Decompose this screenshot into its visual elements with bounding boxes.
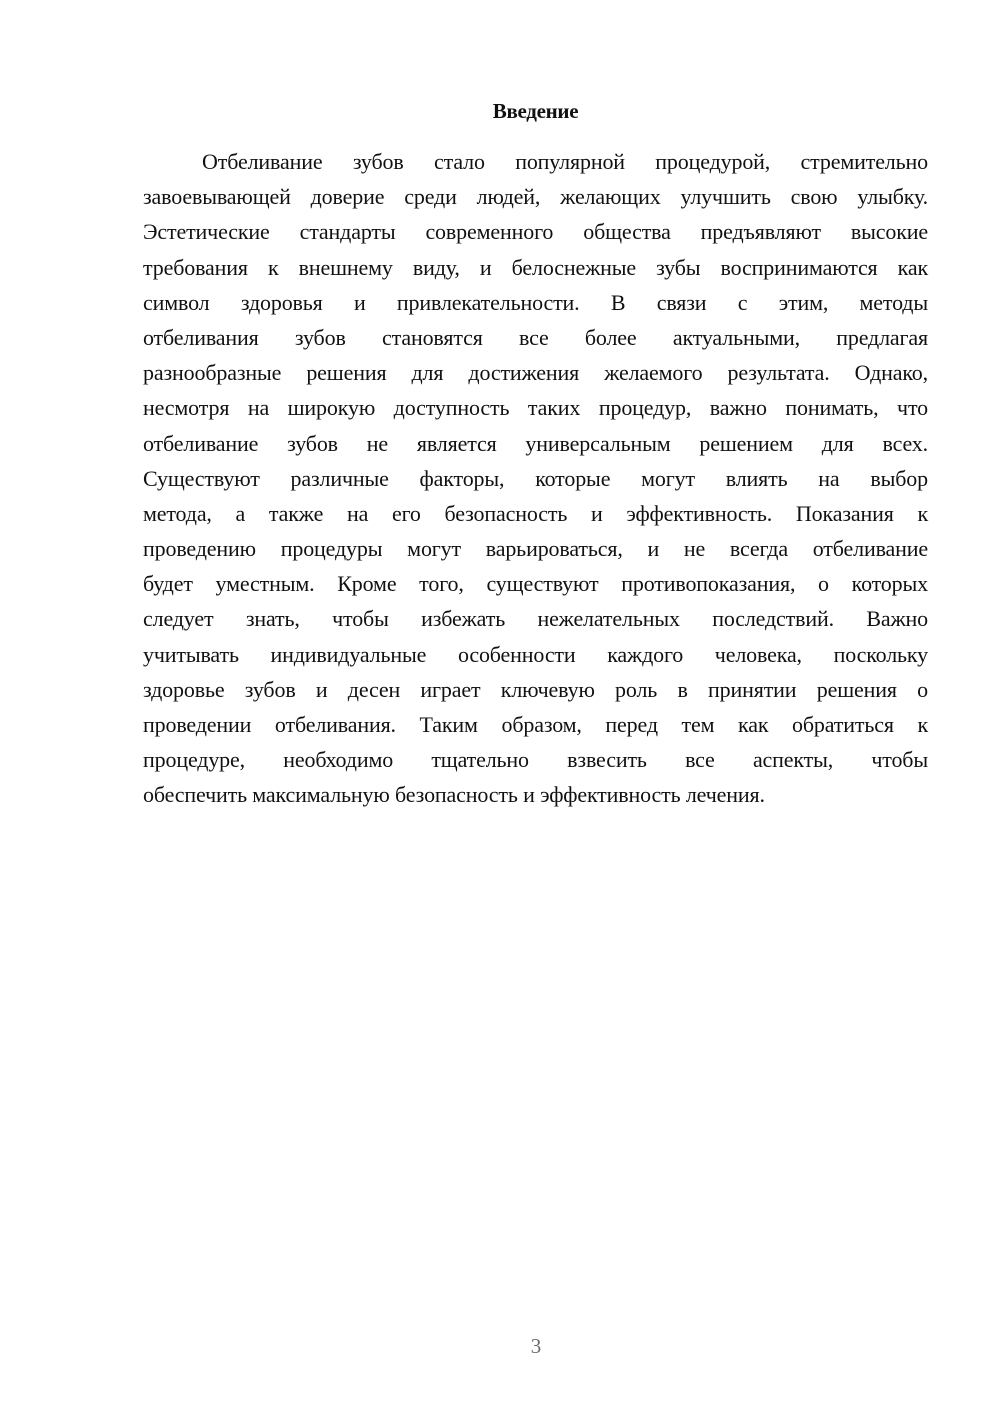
paragraph-line: проведению процедуры могут варьироваться, и не всегда отбеливание bbox=[143, 536, 928, 562]
paragraph-line: разнообразные решения для достижения желаемого результата. Однако, bbox=[143, 360, 928, 386]
paragraph-line: требования к внешнему виду, и белоснежные зубы воспринимаются как bbox=[143, 254, 928, 280]
paragraph-line: здоровье зубов и десен играет ключевую роль в принятии решения о bbox=[143, 676, 928, 702]
paragraph-line: обеспечить максимальную безопасность и эффективность лечения. bbox=[143, 782, 765, 808]
paragraph-line: символ здоровья и привлекательности. В связи с этим, методы bbox=[143, 289, 928, 315]
paragraph-line: Существуют различные факторы, которые могут влиять на выбор bbox=[143, 465, 928, 491]
paragraph-line: процедуре, необходимо тщательно взвесить все аспекты, чтобы bbox=[143, 747, 928, 773]
paragraph-line: завоевывающей доверие среди людей, желающих улучшить свою улыбку. bbox=[143, 184, 928, 210]
paragraph-line: будет уместным. Кроме того, существуют противопоказания, о которых bbox=[143, 571, 928, 597]
paragraph-line: учитывать индивидуальные особенности каждого человека, поскольку bbox=[143, 641, 928, 667]
paragraph-line: Отбеливание зубов стало популярной процедурой, стремительно bbox=[202, 149, 928, 174]
paragraph-line: отбеливания зубов становятся все более актуальными, предлагая bbox=[143, 324, 928, 350]
paragraph-line: следует знать, чтобы избежать нежелательных последствий. Важно bbox=[143, 606, 928, 632]
paragraph-line: Эстетические стандарты современного общества предъявляют высокие bbox=[143, 219, 928, 245]
intro-paragraph bbox=[143, 144, 928, 813]
section-heading: Введение bbox=[492, 99, 579, 123]
paragraph-line: несмотря на широкую доступность таких процедур, важно понимать, что bbox=[143, 395, 928, 421]
paragraph-line: проведении отбеливания. Таким образом, перед тем как обратиться к bbox=[143, 712, 928, 737]
page-number: 3 bbox=[530, 1334, 542, 1358]
paragraph-line: отбеливание зубов не является универсальным решением для всех. bbox=[143, 430, 928, 456]
paragraph-line: метода, а также на его безопасность и эффективность. Показания к bbox=[143, 500, 928, 526]
